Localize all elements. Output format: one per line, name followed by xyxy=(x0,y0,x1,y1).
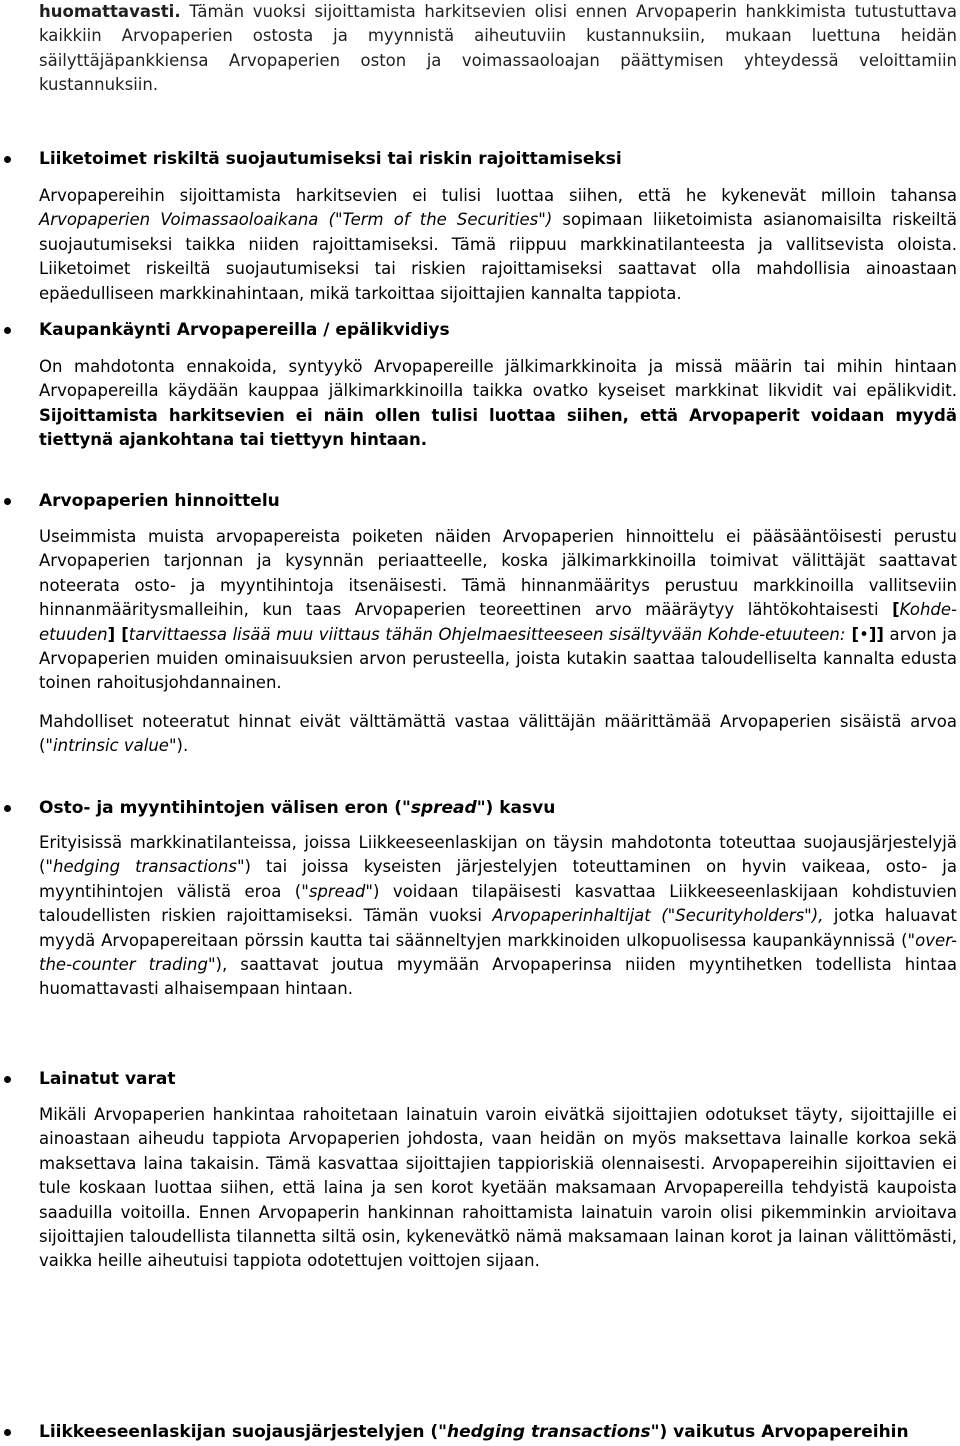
bullet-icon xyxy=(4,1429,11,1436)
bracket: ]] xyxy=(868,624,884,644)
intro-text: Tämän vuoksi sijoittamista harkitsevien olisi ennen Arvopaperin hankkimista tutustuttava kaikkiin Arvopaperien ostosta ja myynnistä aiheutuviin kustannuksiin, mukaan luettuna heidän säilyttäjäpankkiensa Arvopaperien oston ja voimassaoloajan päättymisen yhteydessä veloittamiin kustannuksiin. xyxy=(39,2,957,95)
section-pricing xyxy=(0,489,960,756)
placeholder-italic: tarvittaessa lisää muu viittaus tähän Ohjelmaesitteeseen sisältyvään Kohde-etuuteen: xyxy=(128,624,846,644)
paragraph-text: Mikäli Arvopaperien hankintaa rahoitetaan lainatuin varoin eivätkä sijoittajien odotukset täyty, sijoittajille ei ainoastaan aiheudu tappiota Arvopaperien johdosta, vaan heidän on myös maksettava lainalle korkoa sekä maksettava laina takaisin. Tämä kasvattaa sijoittajien tappioriskiä olennaisesti. Arvopapereihin sijoittavien ei tule koskaan luottaa siihen, että laina ja sen korot kyetään maksamaan Arvopapereilla tehdyistä kaupoista saaduilla voitoilla. Ennen Arvopaperin hankinnan rahoittamista lainatuin varoin olisi pikemminkin arvioitava sijoittajien taloudellista tilannetta siltä osin, kykenevätkö nämä maksamaan lainan korot ja lainan välittömästi, vaikka heille aiheutuisi tappiota odotettujen voittojen sijaan. xyxy=(39,1105,957,1271)
paragraph-text: ") voidaan tilapäisesti kasvattaa Liikkeeseenlaskijaan kohdistuvien taloudellisten riskien rajoittamiseksi. Tämän vuoksi xyxy=(39,881,957,926)
title-text: Osto- ja myyntihintojen välisen eron (" xyxy=(39,798,411,818)
paragraph-bold: Sijoittamista harkitsevien ei näin ollen tulisi luottaa siihen, että Arvopaperit voidaan myydä tiettynä ajankohtana tai tiettyyn hintaan. xyxy=(39,405,957,450)
section-hedging-liquidity xyxy=(0,147,960,303)
section-title xyxy=(39,796,555,820)
paragraph-text: Arvopapereihin sijoittamista harkitsevien ei tulisi luottaa siihen, että he kykenevät milloin tahansa xyxy=(39,186,957,205)
section-body xyxy=(39,355,957,453)
paragraph-text: "). xyxy=(168,736,189,756)
title-text: ") kasvu xyxy=(476,798,556,818)
bracket: [ xyxy=(892,600,900,620)
section-title xyxy=(39,1420,909,1444)
section-spread xyxy=(0,796,960,999)
section-title: Arvopaperien hinnoittelu xyxy=(39,491,280,511)
paragraph-text: Erityisissä markkinatilanteissa, joissa Liikkeeseenlaskijan on täysin mahdotonta toteuttaa suojausjärjestelyjä (" xyxy=(39,833,957,877)
bracket: [ xyxy=(845,624,860,644)
title-text: ") vaikutus Arvopapereihin xyxy=(650,1422,909,1442)
paragraph-text: arvon ja Arvopaperien muiden ominaisuuksien arvon perusteella, joista kutakin saattaa taloudelliselta kannalta edusta toinen rahoitusjohdannainen. xyxy=(39,624,957,693)
paragraph-text: Mahdolliset noteeratut hinnat eivät välttämättä vastaa välittäjän määrittämää Arvopaperien sisäistä arvoa (" xyxy=(39,711,957,756)
intro-paragraph xyxy=(39,0,957,98)
bullet-icon xyxy=(4,1076,11,1083)
paragraph-italic: Arvopaperien Voimassaoloaikana ("Term of the Securities") xyxy=(39,210,553,230)
paragraph-text: Useimmista muista arvopapereista poiketen näiden Arvopaperien hinnoittelu ei pääsääntöisesti perustu Arvopaperien tarjonnan ja kysynnän periaatteelle, koska jälkimarkkinoilla toimivat välittäjät saattavat noteerata osto- ja myyntihintoja itsenäisesti. Tämä hinnanmääritys perustuu markkinoilla vallitseviin hinnanmääritysmalleihin, kun taas Arvopaperien teoreettinen arvo määräytyy lähtökohtaisesti xyxy=(39,527,957,620)
section-title: Liiketoimet riskiltä suojautumiseksi tai riskin rajoittamiseksi xyxy=(39,149,622,169)
paragraph-italic: over-the-counter trading xyxy=(39,930,957,975)
paragraph-italic: Arvopaperinhaltijat ("Securityholders"), xyxy=(492,906,824,926)
bullet-icon xyxy=(4,156,11,163)
bracket: ] [ xyxy=(107,624,129,644)
paragraph-italic: spread xyxy=(308,881,366,901)
paragraph-text: On mahdotonta ennakoida, syntyykö Arvopapereille jälkimarkkinoita ja missä määrin tai mihin hintaan Arvopapereilla käydään kauppaa jälkimarkkinoilla taikka ovatko kyseiset markkinat likvidit vai epälikvidit. xyxy=(39,357,957,401)
placeholder-italic: Kohde-etuuden xyxy=(39,600,957,644)
paragraph-text: sopimaan liiketoimista asianomaisilta riskeiltä suojautumiseksi taikka niiden rajoittamiseksi. Tämä riippuu markkinatilanteesta ja vallitsevista oloista. Liiketoimet riskeiltä suojautumiseksi tai riskien rajoittamiseksi saattavat olla mahdollisia ainoastaan epäedulliseen markkinahintaan, mikä tarkoittaa sijoittajien kannalta tappiota. xyxy=(39,210,957,303)
bullet-icon xyxy=(4,498,11,505)
section-body xyxy=(39,831,957,1002)
title-text: Liikkeeseenlaskijan suojausjärjestelyjen (" xyxy=(39,1422,447,1442)
paragraph-text: jotka haluavat myydä Arvopapereitaan pörssin kautta tai säänneltyjen markkinoiden ulkopuolisessa kaupankäynnissä (" xyxy=(39,906,957,950)
section-body xyxy=(39,525,957,759)
paragraph-text: ") tai joissa kyseisten järjestelyjen toteuttaminen on hyvin vaikeaa, osto- ja myyntihintojen välistä eroa (" xyxy=(39,857,957,901)
placeholder-dot: • xyxy=(859,624,869,644)
paragraph-text: "), saattavat joutua myymään Arvopaperinsa niiden myyntihetken todellista hintaa huomattavasti alhaisempaan hintaan. xyxy=(39,955,957,999)
title-italic: hedging transactions xyxy=(447,1422,651,1442)
paragraph-italic: intrinsic value xyxy=(53,736,169,756)
paragraph-italic: hedging transactions xyxy=(53,857,237,877)
section-trading-illiquidity xyxy=(0,318,960,450)
section-title: Lainatut varat xyxy=(39,1069,176,1089)
title-italic: spread xyxy=(410,798,477,818)
bullet-icon xyxy=(4,327,11,334)
intro-lead-bold: huomattavasti. xyxy=(39,2,181,21)
bullet-icon xyxy=(4,805,11,812)
section-issuer-hedging xyxy=(0,1420,960,1446)
section-body xyxy=(39,1103,957,1274)
section-title: Kaupankäynti Arvopapereilla / epälikvidiys xyxy=(39,320,450,340)
section-body xyxy=(39,184,957,306)
section-borrowed-funds xyxy=(0,1067,960,1271)
